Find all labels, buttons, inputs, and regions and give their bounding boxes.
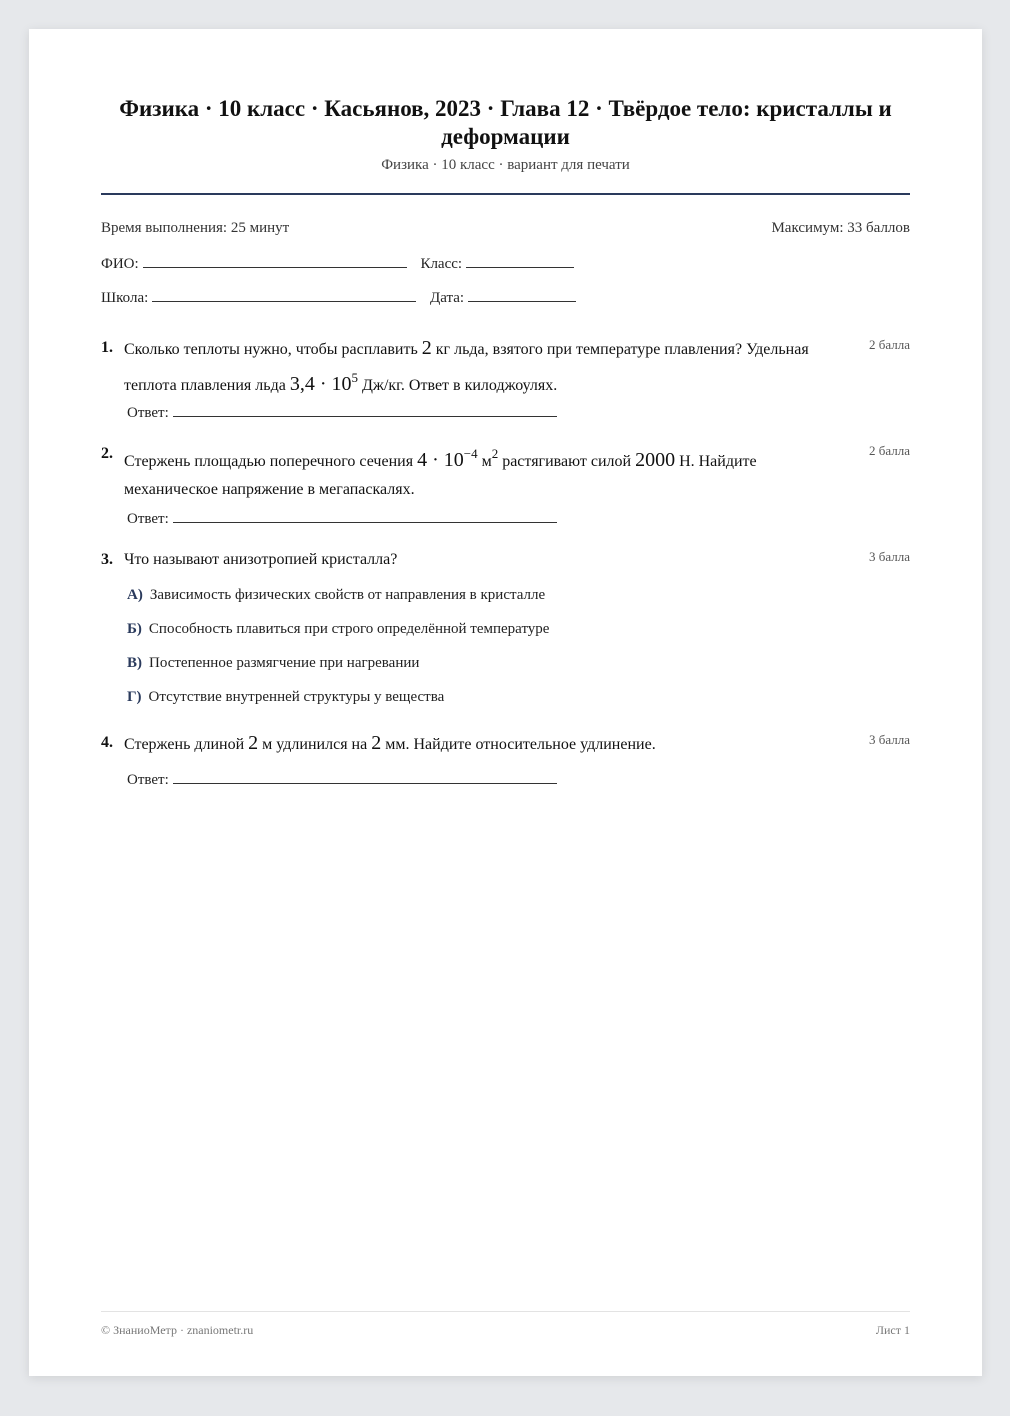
text-part: Стержень длиной xyxy=(124,736,249,753)
answer-row-2 xyxy=(127,508,557,528)
question-text xyxy=(124,729,840,759)
class-label: Класс: xyxy=(420,256,463,272)
math-value: 2 xyxy=(421,337,432,359)
question-text: Что называют анизотропией кристалла? xyxy=(124,551,398,568)
option-b[interactable] xyxy=(127,621,549,638)
date-label: Дата: xyxy=(430,290,465,306)
question-text xyxy=(124,440,840,504)
text-part: растягивают силой xyxy=(498,453,636,470)
header-divider xyxy=(101,193,910,195)
option-letter: А) xyxy=(127,587,143,603)
footer-copyright: © ЗнаниоМетр · znaniometr.ru xyxy=(101,1323,254,1337)
question-text xyxy=(124,334,840,400)
option-text: Способность плавиться при строго определённой температуре xyxy=(148,621,550,637)
option-a[interactable] xyxy=(127,587,545,604)
footer-page-number: Лист 1 xyxy=(875,1323,910,1337)
footer-divider xyxy=(101,1311,910,1312)
answer-input-line[interactable] xyxy=(173,769,557,784)
fio-label: ФИО: xyxy=(101,256,139,272)
answer-input-line[interactable] xyxy=(173,508,557,523)
option-letter: Г) xyxy=(127,689,142,705)
text-part: Дж/кг. Ответ в килоджоулях. xyxy=(357,377,558,394)
question-number: 4. xyxy=(101,734,113,751)
field-row-school-date xyxy=(101,287,910,307)
text-part: мм. Найдите относительное удлинение. xyxy=(381,736,656,753)
text-part: м xyxy=(477,453,492,470)
math-value: 2000 xyxy=(635,449,676,471)
answer-label: Ответ: xyxy=(127,511,169,527)
text-part: Стержень площадью поперечного сечения xyxy=(124,453,418,470)
class-input-line[interactable] xyxy=(466,253,574,268)
question-points: 3 балла xyxy=(869,732,910,747)
question-3 xyxy=(101,546,910,576)
option-c[interactable] xyxy=(127,655,419,672)
answer-label: Ответ: xyxy=(127,772,169,788)
option-text: Постепенное размягчение при нагревании xyxy=(149,655,420,671)
answer-row-4 xyxy=(127,769,557,789)
field-row-fio-class xyxy=(101,253,910,273)
math-value: 4 · 10 xyxy=(417,449,464,471)
answer-input-line[interactable] xyxy=(173,402,557,417)
question-points: 2 балла xyxy=(869,337,910,352)
page-subtitle: Физика · 10 класс · вариант для печати xyxy=(381,157,630,173)
math-exponent: −4 xyxy=(463,446,478,461)
question-points: 2 балла xyxy=(869,443,910,458)
question-number: 1. xyxy=(101,339,113,356)
answer-label: Ответ: xyxy=(127,405,169,421)
option-d[interactable] xyxy=(127,689,444,706)
page-title: Физика · 10 класс · Касьянов, 2023 · Глава 12 · Твёрдое тело: кристаллы и деформации xyxy=(119,96,892,149)
school-label: Школа: xyxy=(101,290,149,306)
fio-input-line[interactable] xyxy=(143,253,407,268)
math-exponent: 5 xyxy=(351,370,358,385)
text-part: Н. Найдите механическое напряжение в мегапаскалях. xyxy=(124,453,757,498)
question-1 xyxy=(101,334,910,394)
math-value: 3,4 · 10 xyxy=(289,373,352,395)
text-part: кг льда, взятого при температуре плавления? Удельная теплота плавления льда xyxy=(124,341,809,394)
math-value: 2 xyxy=(371,732,382,754)
school-input-line[interactable] xyxy=(152,287,416,302)
answer-row-1 xyxy=(127,402,557,422)
option-text: Отсутствие внутренней структуры у вещества xyxy=(148,689,445,705)
question-points: 3 балла xyxy=(869,549,910,564)
text-part: м удлинился на xyxy=(258,736,372,753)
question-number: 3. xyxy=(101,551,113,568)
worksheet-page xyxy=(29,29,982,1376)
math-value: 2 xyxy=(248,732,259,754)
question-number: 2. xyxy=(101,445,113,462)
option-text: Зависимость физических свойств от направления в кристалле xyxy=(149,587,546,603)
math-exponent: 2 xyxy=(491,446,499,461)
max-score: Максимум: 33 баллов xyxy=(771,220,910,236)
meta-row xyxy=(101,220,910,237)
question-2 xyxy=(101,440,910,500)
question-4 xyxy=(101,729,910,759)
time-limit: Время выполнения: 25 минут xyxy=(101,220,290,236)
option-letter: В) xyxy=(127,655,142,671)
text-part: Сколько теплоты нужно, чтобы расплавить xyxy=(124,341,422,358)
page-content xyxy=(101,29,910,1376)
option-letter: Б) xyxy=(127,621,142,637)
date-input-line[interactable] xyxy=(468,287,576,302)
